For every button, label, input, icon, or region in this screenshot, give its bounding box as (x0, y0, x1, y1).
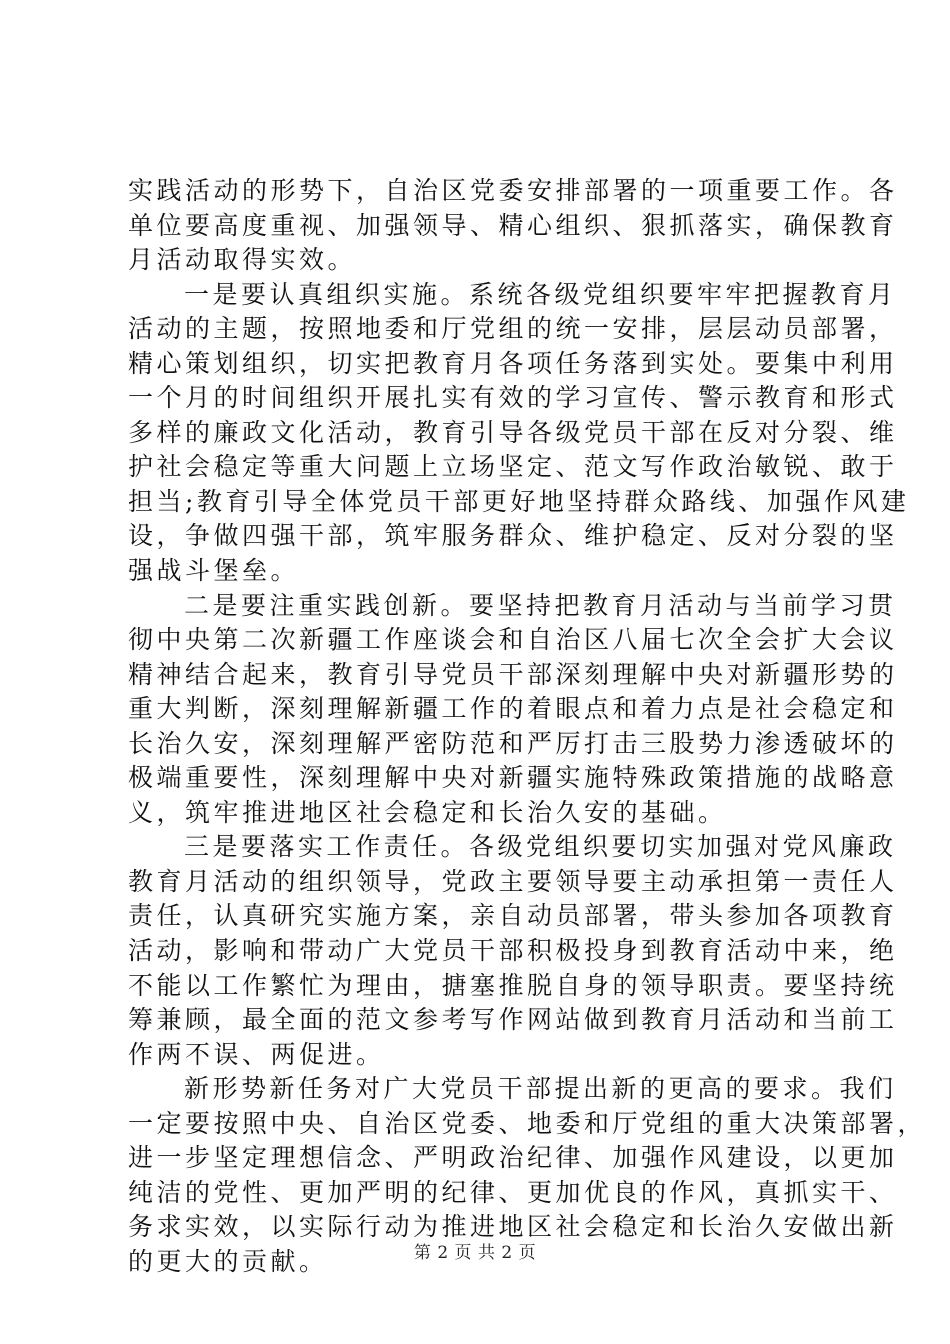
text-line: 精心策划组织，切实把教育月各项任务落到实处。要集中利用 (128, 348, 898, 378)
text-line: 的更大的贡献。 (128, 1246, 328, 1276)
text-line: 多样的廉政文化活动，教育引导各级党员干部在反对分裂、维 (128, 417, 898, 447)
text-line: 担当;教育引导全体党员干部更好地坚持群众路线、加强作风建 (128, 486, 910, 516)
text-line: 月活动取得实效。 (128, 245, 357, 275)
text-line: 筹兼顾，最全面的范文参考写作网站做到教育月活动和当前工 (128, 1005, 898, 1035)
text-line: 极端重要性，深刻理解中央对新疆实施特殊政策措施的战略意 (128, 763, 898, 793)
text-line: 义，筑牢推进地区社会稳定和长治久安的基础。 (128, 797, 727, 827)
text-line: 单位要高度重视、加强领导、精心组织、狠抓落实，确保教育 (128, 210, 898, 240)
text-line: 一个月的时间组织开展扎实有效的学习宣传、警示教育和形式 (128, 383, 898, 413)
text-line: 强战斗堡垒。 (128, 556, 300, 586)
text-line: 不能以工作繁忙为理由，搪塞推脱自身的领导职责。要坚持统 (128, 970, 898, 1000)
text-line: 教育月活动的组织领导，党政主要领导要主动承担第一责任人 (128, 866, 898, 896)
document-body (128, 174, 927, 1280)
text-line: 进一步坚定理想信念、严明政治纪律、加强作风建设，以更加 (128, 1143, 898, 1173)
paragraph-start-line: 一是要认真组织实施。系统各级党组织要牢牢把握教育月 (184, 279, 897, 309)
paragraph-start-line: 新形势新任务对广大党员干部提出新的更高的要求。我们 (184, 1074, 897, 1104)
text-line: 责任，认真研究实施方案，亲自动员部署，带头参加各项教育 (128, 901, 898, 931)
text-line: 重大判断，深刻理解新疆工作的着眼点和着力点是社会稳定和 (128, 694, 898, 724)
text-line: 实践活动的形势下，自治区党委安排部署的一项重要工作。各 (128, 176, 898, 205)
text-line: 精神结合起来，教育引导党员干部深刻理解中央对新疆形势的 (128, 659, 898, 689)
text-line: 作两不误、两促进。 (128, 1039, 385, 1069)
text-line: 活动的主题，按照地委和厅党组的统一安排，层层动员部署， (128, 314, 898, 344)
paragraph-start-line: 二是要注重实践创新。要坚持把教育月活动与当前学习贯 (184, 590, 897, 620)
text-line: 活动，影响和带动广大党员干部积极投身到教育活动中来，绝 (128, 936, 898, 966)
paragraph-start-line: 三是要落实工作责任。各级党组织要切实加强对党风廉政 (184, 832, 897, 862)
text-line: 纯洁的党性、更加严明的纪律、更加优良的作风，真抓实干、 (128, 1177, 898, 1207)
text-line: 长治久安，深刻理解严密防范和严厉打击三股势力渗透破坏的 (128, 728, 898, 758)
page-number-footer: 第 2 页 共 2 页 (413, 1243, 537, 1263)
text-line: 设，争做四强干部，筑牢服务群众、维护稳定、反对分裂的坚 (128, 521, 898, 551)
text-line: 彻中央第二次新疆工作座谈会和自治区八届七次全会扩大会议 (128, 625, 898, 655)
text-line: 护社会稳定等重大问题上立场坚定、范文写作政治敏锐、敢于 (128, 452, 898, 482)
text-line: 务求实效，以实际行动为推进地区社会稳定和长治久安做出新 (128, 1212, 898, 1242)
text-line: 一定要按照中央、自治区党委、地委和厅党组的重大决策部署， (128, 1108, 927, 1138)
